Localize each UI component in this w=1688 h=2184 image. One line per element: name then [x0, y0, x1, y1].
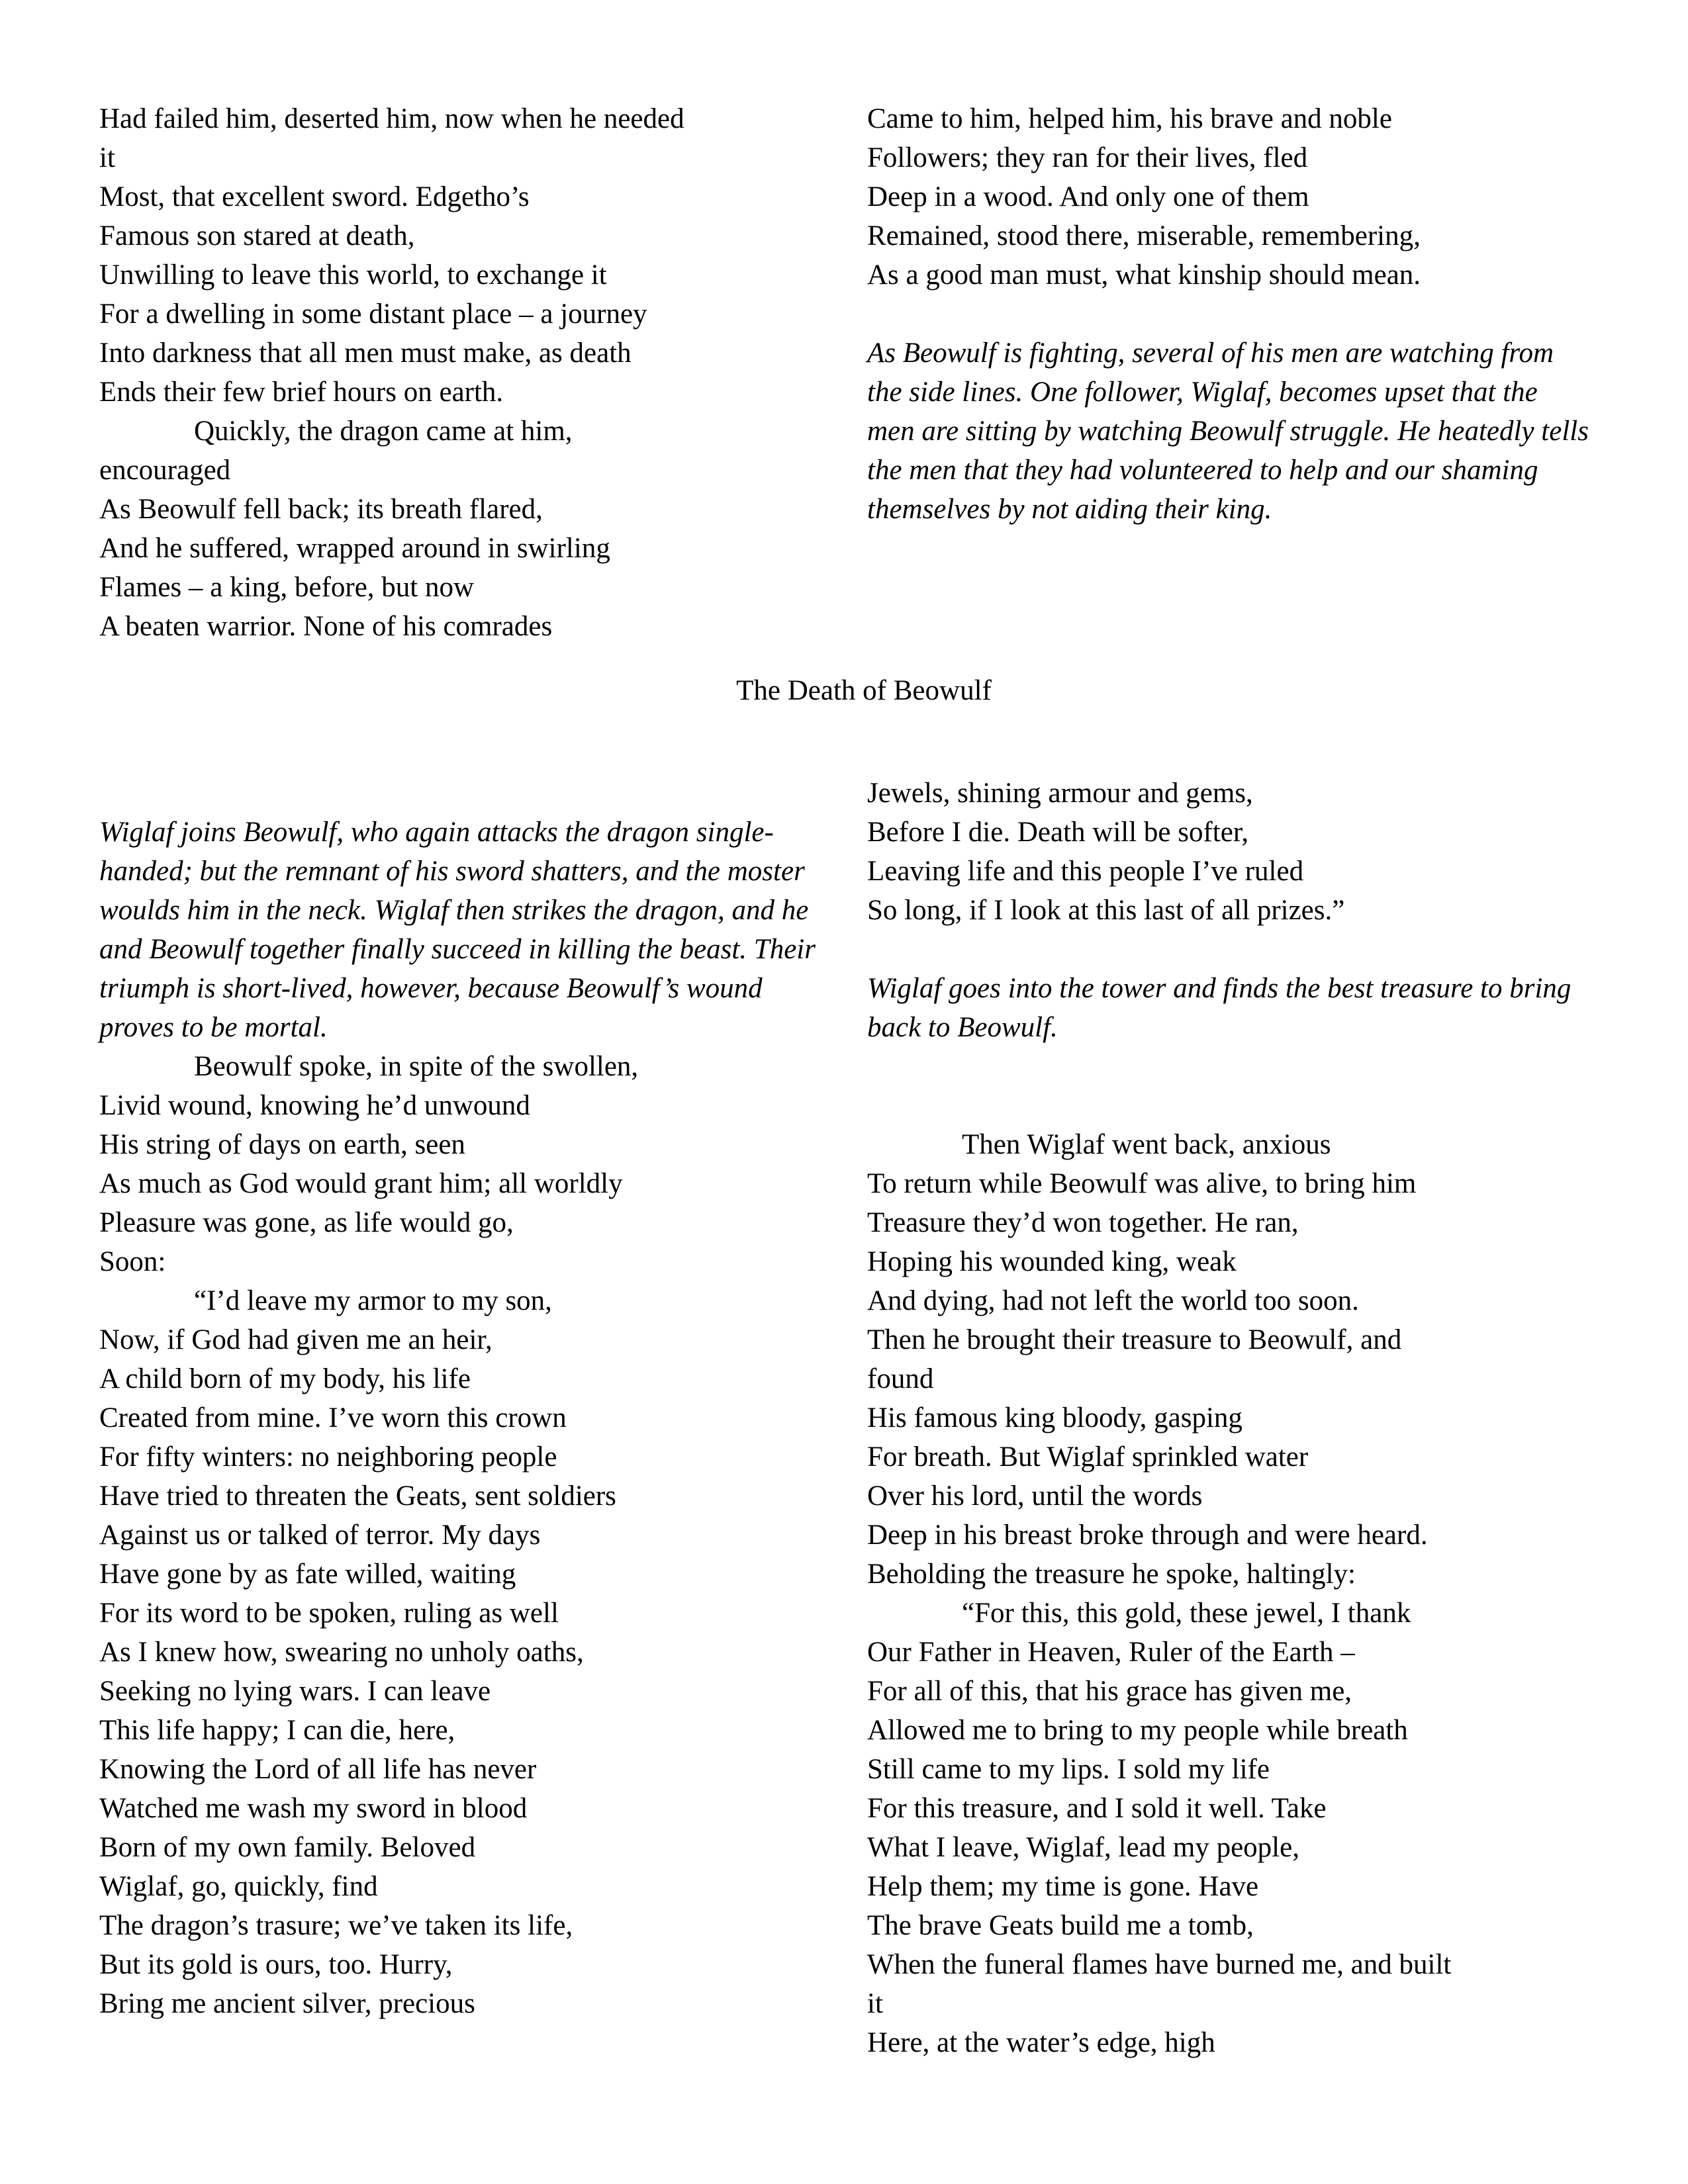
verse-line: Here, at the water’s edge, high [867, 2027, 1215, 2058]
top-right-column [867, 99, 1589, 529]
verse-line: Watched me wash my sword in blood [99, 1793, 528, 1824]
verse-line: Remained, stood there, miserable, remembering, [867, 220, 1421, 251]
blank-line [99, 774, 821, 813]
verse-line: Have tried to threaten the Geats, sent soldiers [99, 1480, 616, 1512]
verse-line: As Beowulf fell back; its breath flared, [99, 494, 543, 525]
verse-line: For its word to be spoken, ruling as well [99, 1598, 559, 1629]
section-heading: The Death of Beowulf [736, 675, 992, 706]
verse-line: Knowing the Lord of all life has never [99, 1754, 537, 1785]
verse-line: Ends their few brief hours on earth. [99, 377, 504, 408]
verse-line: As a good man must, what kinship should mean. [867, 259, 1421, 291]
verse-line: But its gold is ours, too. Hurry, [99, 1949, 453, 1980]
verse-line: For a dwelling in some distant place – a journey [99, 298, 647, 330]
verse-line: it [867, 1988, 883, 2019]
verse-line: Deep in a wood. And only one of them [867, 181, 1309, 212]
bottom-two-column-band [99, 774, 1589, 2062]
verse-line: Hoping his wounded king, weak [867, 1246, 1237, 1277]
bottom-left-summary-paragraph: Wiglaf joins Beowulf, who again attacks the dragon single-handed; but the remnant of his sword shatters, and the moster woulds him in the neck. Wiglaf then strikes the dragon, and he and Beowulf together finally succeed in killing the beast. Their triumph is short-lived, however, because Beowulf’s wound proves to be mortal. [99, 817, 816, 1043]
verse-line: The brave Geats build me a tomb, [867, 1910, 1254, 1941]
bottom-left-column [99, 774, 821, 2023]
verse-line: Beholding the treasure he spoke, haltingly: [867, 1559, 1356, 1590]
bottom-left-verse-block [99, 1047, 821, 2023]
blank-line [867, 930, 1589, 969]
verse-line: Before I die. Death will be softer, [867, 817, 1249, 848]
verse-line: So long, if I look at this last of all prizes.” [867, 895, 1345, 926]
verse-line: Seeking no lying wars. I can leave [99, 1676, 491, 1707]
verse-line: For this treasure, and I sold it well. Take [867, 1793, 1327, 1824]
verse-line: Leaving life and this people I’ve ruled [867, 856, 1304, 887]
verse-line: Against us or talked of terror. My days [99, 1520, 541, 1551]
verse-line: Created from mine. I’ve worn this crown [99, 1402, 567, 1433]
verse-line: Flames – a king, before, but now [99, 572, 475, 603]
verse-line: Livid wound, knowing he’d unwound [99, 1090, 530, 1121]
verse-line: For all of this, that his grace has given me, [867, 1676, 1352, 1707]
verse-line: Our Father in Heaven, Ruler of the Earth – [867, 1637, 1355, 1668]
verse-line: Wiglaf, go, quickly, find [99, 1871, 378, 1902]
verse-line: A beaten warrior. None of his comrades [99, 611, 553, 642]
bottom-right-verse-block-bottom [867, 1125, 1589, 2062]
verse-line: Then he brought their treasure to Beowulf, and [867, 1324, 1402, 1355]
verse-line: Now, if God had given me an heir, [99, 1324, 492, 1355]
verse-line: His string of days on earth, seen [99, 1129, 465, 1160]
verse-line: Still came to my lips. I sold my life [867, 1754, 1270, 1785]
verse-line: Unwilling to leave this world, to exchange it [99, 259, 607, 291]
verse-line: For breath. But Wiglaf sprinkled water [867, 1441, 1309, 1473]
verse-line: Deep in his breast broke through and were heard. [867, 1520, 1428, 1551]
verse-line: found [867, 1363, 934, 1394]
verse-line: Have gone by as fate willed, waiting [99, 1559, 516, 1590]
verse-line: Treasure they’d won together. He ran, [867, 1207, 1299, 1238]
verse-line: A child born of my body, his life [99, 1363, 471, 1394]
blank-line [867, 1086, 1589, 1125]
verse-line: Born of my own family. Beloved [99, 1832, 476, 1863]
verse-line: And he suffered, wrapped around in swirling [99, 533, 610, 564]
verse-line: This life happy; I can die, here, [99, 1715, 455, 1746]
verse-line: As I knew how, swearing no unholy oaths, [99, 1637, 584, 1668]
top-two-column-band [99, 99, 1589, 646]
verse-line: Soon: [99, 1246, 166, 1277]
verse-line: Allowed me to bring to my people while breath [867, 1715, 1408, 1746]
top-right-verse-block [867, 99, 1589, 295]
blank-line [867, 1047, 1589, 1086]
verse-line: Had failed him, deserted him, now when he needed [99, 103, 684, 134]
verse-line: encouraged [99, 455, 231, 486]
heading-bottom-gap [99, 710, 1589, 774]
verse-line: Into darkness that all men must make, as death [99, 338, 632, 369]
verse-line: When the funeral flames have burned me, and built [867, 1949, 1452, 1980]
verse-line: Pleasure was gone, as life would go, [99, 1207, 514, 1238]
bottom-right-verse-block-top [867, 774, 1589, 930]
verse-line: Most, that excellent sword. Edgetho’s [99, 181, 530, 212]
verse-line: Followers; they ran for their lives, fled [867, 142, 1308, 173]
verse-line: Famous son stared at death, [99, 220, 415, 251]
verse-line: Then Wiglaf went back, anxious [962, 1129, 1331, 1160]
verse-line: For fifty winters: no neighboring people [99, 1441, 557, 1473]
verse-line: The dragon’s trasure; we’ve taken its life, [99, 1910, 573, 1941]
bottom-right-summary-paragraph: Wiglaf goes into the tower and finds the best treasure to bring back to Beowulf. [867, 973, 1571, 1043]
verse-line: Over his lord, until the words [867, 1480, 1203, 1512]
heading-top-gap [99, 646, 1589, 671]
top-left-column [99, 99, 821, 646]
verse-line: His famous king bloody, gasping [867, 1402, 1243, 1433]
bottom-right-column [867, 774, 1589, 2062]
verse-line: it [99, 142, 115, 173]
verse-line: “I’d leave my armor to my son, [194, 1285, 552, 1316]
top-left-verse-block [99, 99, 821, 646]
verse-line: As much as God would grant him; all worldly [99, 1168, 623, 1199]
verse-line: Quickly, the dragon came at him, [194, 416, 573, 447]
verse-line: And dying, had not left the world too soon. [867, 1285, 1359, 1316]
verse-line: Bring me ancient silver, precious [99, 1988, 475, 2019]
verse-line: What I leave, Wiglaf, lead my people, [867, 1832, 1299, 1863]
verse-line: Beowulf spoke, in spite of the swollen, [194, 1051, 639, 1082]
blank-line [867, 295, 1589, 334]
verse-line: To return while Beowulf was alive, to bring him [867, 1168, 1417, 1199]
verse-line: Jewels, shining armour and gems, [867, 778, 1253, 809]
verse-line: Came to him, helped him, his brave and noble [867, 103, 1392, 134]
verse-line: “For this, this gold, these jewel, I thank [962, 1598, 1411, 1629]
verse-line: Help them; my time is gone. Have [867, 1871, 1259, 1902]
section-heading-wrapper [99, 671, 1589, 710]
top-right-summary-paragraph: As Beowulf is fighting, several of his men are watching from the side lines. One follower, Wiglaf, becomes upset that the men are sitting by watching Beowulf struggle. He heatedly tells the men that they had volunteered to help and our shaming themselves by not aiding their king. [867, 338, 1589, 525]
